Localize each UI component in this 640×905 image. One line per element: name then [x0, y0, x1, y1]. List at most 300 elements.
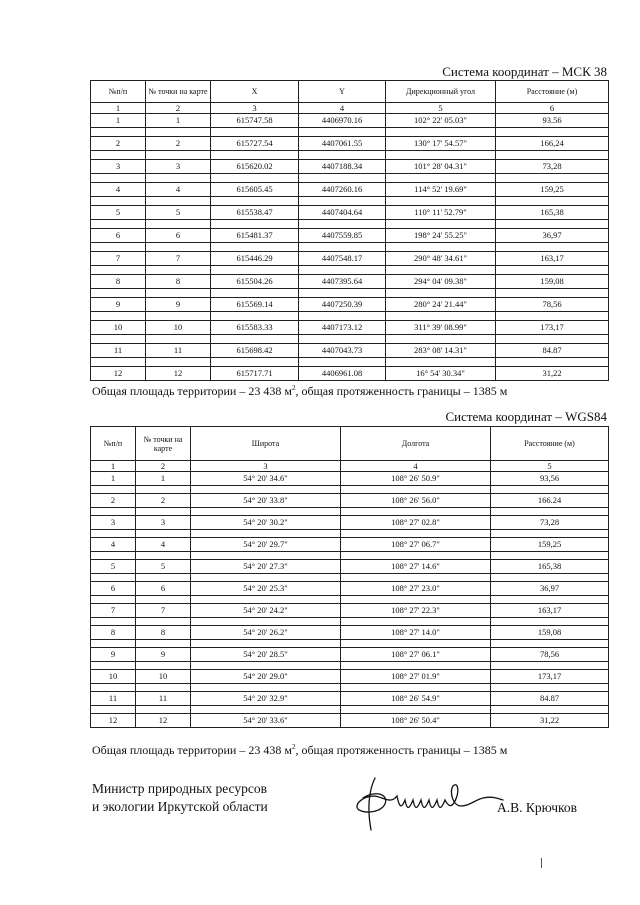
spacer-cell: [496, 220, 609, 229]
cell-x: 615583.33: [211, 321, 299, 335]
spacer-cell: [136, 640, 191, 648]
spacer-cell: [299, 151, 386, 160]
cell-dist: 159,25: [496, 183, 609, 197]
spacer-cell: [341, 508, 491, 516]
cell-y: 4407404.64: [299, 206, 386, 220]
spacer-cell: [299, 289, 386, 298]
table-row: [91, 137, 609, 151]
column-number: 3: [211, 103, 299, 114]
table-row: [91, 648, 609, 662]
cell-angle: 311° 39' 08.99": [386, 321, 496, 335]
cell-n: 12: [91, 367, 146, 381]
spacer-cell: [496, 128, 609, 137]
spacer-cell: [91, 358, 146, 367]
column-number: 5: [491, 461, 609, 472]
cell-pt: 1: [146, 114, 211, 128]
cell-dist: 165,38: [491, 560, 609, 574]
cell-angle: 130° 17' 54.57": [386, 137, 496, 151]
spacer-row: [91, 220, 609, 229]
cell-lon: 108° 27' 14.0": [341, 626, 491, 640]
header-x: X: [211, 81, 299, 103]
cell-n: 7: [91, 604, 136, 618]
cell-angle: 101° 28' 04.31": [386, 160, 496, 174]
table-row: [91, 670, 609, 684]
cell-angle: 290° 48' 34.61": [386, 252, 496, 266]
spacer-row: [91, 508, 609, 516]
spacer-row: [91, 684, 609, 692]
cell-lon: 108° 27' 02.8": [341, 516, 491, 530]
cell-pt: 7: [136, 604, 191, 618]
spacer-row: [91, 289, 609, 298]
cell-x: 615569.14: [211, 298, 299, 312]
cell-dist: 166.24: [491, 494, 609, 508]
cell-lat: 54° 20' 29.7": [191, 538, 341, 552]
spacer-cell: [386, 128, 496, 137]
cell-pt: 4: [136, 538, 191, 552]
cell-n: 7: [91, 252, 146, 266]
cell-y: 4407188.34: [299, 160, 386, 174]
cell-dist: 36,97: [491, 582, 609, 596]
spacer-cell: [299, 358, 386, 367]
spacer-cell: [136, 662, 191, 670]
cell-n: 4: [91, 538, 136, 552]
cell-y: 4406961.08: [299, 367, 386, 381]
cell-x: 615481.37: [211, 229, 299, 243]
spacer-row: [91, 640, 609, 648]
spacer-cell: [491, 618, 609, 626]
cell-angle: 283° 08' 14.31": [386, 344, 496, 358]
cell-n: 9: [91, 648, 136, 662]
cell-lon: 108° 27' 01.9": [341, 670, 491, 684]
cell-lat: 54° 20' 28.5": [191, 648, 341, 662]
cell-x: 615717.71: [211, 367, 299, 381]
cell-lat: 54° 20' 24.2": [191, 604, 341, 618]
spacer-cell: [91, 618, 136, 626]
spacer-cell: [146, 174, 211, 183]
table-row: [91, 183, 609, 197]
spacer-cell: [496, 335, 609, 344]
spacer-row: [91, 243, 609, 252]
spacer-cell: [191, 508, 341, 516]
cell-lat: 54° 20' 34.6": [191, 472, 341, 486]
header-row-number: №п/п: [91, 427, 136, 461]
cell-n: 3: [91, 516, 136, 530]
table-row: [91, 582, 609, 596]
spacer-cell: [496, 289, 609, 298]
spacer-cell: [146, 266, 211, 275]
cell-pt: 6: [146, 229, 211, 243]
spacer-cell: [211, 128, 299, 137]
header-distance: Расстояние (м): [491, 427, 609, 461]
spacer-cell: [386, 358, 496, 367]
spacer-cell: [146, 128, 211, 137]
spacer-cell: [191, 706, 341, 714]
spacer-cell: [341, 618, 491, 626]
spacer-cell: [341, 552, 491, 560]
cell-pt: 9: [136, 648, 191, 662]
cell-n: 4: [91, 183, 146, 197]
spacer-cell: [211, 289, 299, 298]
cell-n: 11: [91, 344, 146, 358]
cell-n: 6: [91, 582, 136, 596]
cell-y: 4407250.39: [299, 298, 386, 312]
cell-n: 6: [91, 229, 146, 243]
table-row: [91, 114, 609, 128]
spacer-cell: [146, 335, 211, 344]
cell-pt: 10: [146, 321, 211, 335]
table-row: [91, 604, 609, 618]
cell-n: 5: [91, 206, 146, 220]
spacer-cell: [211, 312, 299, 321]
cell-dist: 93.56: [496, 114, 609, 128]
cell-angle: 280° 24' 21.44": [386, 298, 496, 312]
spacer-cell: [386, 197, 496, 206]
cell-dist: 73,28: [496, 160, 609, 174]
spacer-cell: [136, 706, 191, 714]
cell-lon: 108° 26' 50.4": [341, 714, 491, 728]
column-number: 4: [341, 461, 491, 472]
spacer-cell: [386, 151, 496, 160]
cell-n: 2: [91, 494, 136, 508]
spacer-row: [91, 662, 609, 670]
table-row: [91, 626, 609, 640]
cell-dist: 36,97: [496, 229, 609, 243]
spacer-cell: [211, 358, 299, 367]
cell-lat: 54° 20' 25.3": [191, 582, 341, 596]
cell-pt: 8: [136, 626, 191, 640]
spacer-cell: [299, 174, 386, 183]
cell-y: 4407173.12: [299, 321, 386, 335]
table-row: [91, 298, 609, 312]
cell-pt: 6: [136, 582, 191, 596]
table-row: [91, 494, 609, 508]
cell-angle: 294° 04' 09.38": [386, 275, 496, 289]
spacer-cell: [211, 220, 299, 229]
spacer-cell: [386, 289, 496, 298]
spacer-cell: [299, 335, 386, 344]
cell-pt: 5: [146, 206, 211, 220]
spacer-cell: [91, 530, 136, 538]
spacer-cell: [191, 552, 341, 560]
spacer-cell: [91, 128, 146, 137]
header-longitude: Долгота: [341, 427, 491, 461]
spacer-cell: [91, 220, 146, 229]
cell-pt: 3: [136, 516, 191, 530]
spacer-cell: [91, 197, 146, 206]
cell-lat: 54° 20' 33.8": [191, 494, 341, 508]
column-number: 5: [386, 103, 496, 114]
spacer-cell: [341, 640, 491, 648]
spacer-cell: [491, 684, 609, 692]
cell-n: 2: [91, 137, 146, 151]
cell-pt: 4: [146, 183, 211, 197]
table-row: [91, 367, 609, 381]
cell-pt: 2: [146, 137, 211, 151]
cell-pt: 8: [146, 275, 211, 289]
cell-pt: 3: [146, 160, 211, 174]
spacer-row: [91, 574, 609, 582]
spacer-row: [91, 128, 609, 137]
table-row: [91, 275, 609, 289]
spacer-cell: [211, 151, 299, 160]
spacer-cell: [341, 684, 491, 692]
cell-y: 4406970.16: [299, 114, 386, 128]
cell-n: 12: [91, 714, 136, 728]
msk38-table: [90, 80, 609, 381]
wgs84-table: [90, 426, 609, 728]
spacer-cell: [491, 530, 609, 538]
cell-pt: 10: [136, 670, 191, 684]
spacer-cell: [91, 335, 146, 344]
table-row: [91, 472, 609, 486]
spacer-row: [91, 552, 609, 560]
spacer-cell: [136, 508, 191, 516]
spacer-cell: [136, 684, 191, 692]
spacer-row: [91, 151, 609, 160]
spacer-cell: [146, 312, 211, 321]
spacer-cell: [496, 197, 609, 206]
cell-lat: 54° 20' 27.3": [191, 560, 341, 574]
cell-n: 8: [91, 626, 136, 640]
spacer-cell: [386, 335, 496, 344]
cell-angle: 198° 24' 55.25": [386, 229, 496, 243]
cell-pt: 12: [136, 714, 191, 728]
cell-lon: 108° 27' 23.0": [341, 582, 491, 596]
spacer-cell: [386, 174, 496, 183]
cell-angle: 110° 11' 52.79": [386, 206, 496, 220]
spacer-row: [91, 312, 609, 321]
spacer-cell: [191, 530, 341, 538]
spacer-cell: [136, 596, 191, 604]
cell-x: 615620.02: [211, 160, 299, 174]
cell-n: 8: [91, 275, 146, 289]
spacer-cell: [341, 574, 491, 582]
cell-dist: 73,28: [491, 516, 609, 530]
spacer-row: [91, 335, 609, 344]
margin-mark: [541, 858, 542, 868]
table-row: [91, 538, 609, 552]
cell-pt: 11: [146, 344, 211, 358]
header-row-number: №п/п: [91, 81, 146, 103]
spacer-cell: [91, 151, 146, 160]
cell-x: 615446.29: [211, 252, 299, 266]
cell-angle: 16° 54' 30.34": [386, 367, 496, 381]
spacer-row: [91, 358, 609, 367]
spacer-cell: [91, 640, 136, 648]
cell-y: 4407061.55: [299, 137, 386, 151]
spacer-cell: [146, 220, 211, 229]
spacer-row: [91, 174, 609, 183]
spacer-cell: [386, 243, 496, 252]
cell-pt: 1: [136, 472, 191, 486]
cell-lon: 108° 27' 06.1": [341, 648, 491, 662]
cell-y: 4407559.85: [299, 229, 386, 243]
msk38-system-title: Система координат – МСК 38: [442, 64, 607, 79]
spacer-cell: [146, 358, 211, 367]
cell-lon: 108° 27' 06.7": [341, 538, 491, 552]
handwritten-signature: [345, 770, 505, 840]
spacer-cell: [91, 266, 146, 275]
cell-lat: 54° 20' 30.2": [191, 516, 341, 530]
header-y: Y: [299, 81, 386, 103]
cell-lat: 54° 20' 32.9": [191, 692, 341, 706]
cell-dist: 31,22: [491, 714, 609, 728]
column-number: 3: [191, 461, 341, 472]
position-line-2: и экологии Иркутской области: [92, 799, 268, 814]
spacer-cell: [211, 266, 299, 275]
spacer-cell: [191, 618, 341, 626]
cell-angle: 114° 52' 19.69": [386, 183, 496, 197]
cell-pt: 7: [146, 252, 211, 266]
cell-dist: 159,08: [496, 275, 609, 289]
cell-pt: 9: [146, 298, 211, 312]
cell-x: 615605.45: [211, 183, 299, 197]
spacer-row: [91, 266, 609, 275]
table-row: [91, 321, 609, 335]
cell-y: 4407043.73: [299, 344, 386, 358]
spacer-cell: [491, 596, 609, 604]
spacer-row: [91, 706, 609, 714]
wgs84-summary: Общая площадь территории – 23 438 $м^2$, общая протяженность границы – 1385 м: [92, 743, 508, 757]
column-number: 2: [146, 103, 211, 114]
cell-lon: 108° 26' 54.9": [341, 692, 491, 706]
signatory-name: А.В. Крючков: [497, 800, 577, 815]
header-point-number: № точки на карте: [136, 427, 191, 461]
table-row: [91, 714, 609, 728]
spacer-cell: [146, 197, 211, 206]
spacer-cell: [146, 243, 211, 252]
spacer-cell: [211, 243, 299, 252]
spacer-cell: [299, 128, 386, 137]
table-row: [91, 229, 609, 243]
spacer-cell: [299, 220, 386, 229]
cell-pt: 5: [136, 560, 191, 574]
spacer-cell: [146, 289, 211, 298]
spacer-cell: [491, 552, 609, 560]
cell-n: 9: [91, 298, 146, 312]
cell-n: 10: [91, 670, 136, 684]
cell-n: 10: [91, 321, 146, 335]
spacer-cell: [496, 151, 609, 160]
spacer-cell: [136, 530, 191, 538]
spacer-cell: [496, 243, 609, 252]
cell-dist: 84.87: [496, 344, 609, 358]
spacer-cell: [91, 552, 136, 560]
spacer-cell: [146, 151, 211, 160]
spacer-cell: [191, 684, 341, 692]
table-row: [91, 692, 609, 706]
header-latitude: Широта: [191, 427, 341, 461]
cell-angle: 102° 22' 05.03": [386, 114, 496, 128]
cell-dist: 84.87: [491, 692, 609, 706]
cell-lon: 108° 27' 22.3": [341, 604, 491, 618]
column-number: 1: [91, 461, 136, 472]
spacer-cell: [91, 486, 136, 494]
spacer-cell: [211, 335, 299, 344]
spacer-cell: [491, 574, 609, 582]
header-direction-angle: Дирекционный угол: [386, 81, 496, 103]
cell-x: 615698.42: [211, 344, 299, 358]
spacer-cell: [491, 662, 609, 670]
spacer-cell: [496, 266, 609, 275]
spacer-row: [91, 197, 609, 206]
cell-dist: 163,17: [491, 604, 609, 618]
spacer-row: [91, 618, 609, 626]
column-number: 6: [496, 103, 609, 114]
cell-dist: 31,22: [496, 367, 609, 381]
cell-lon: 108° 26' 56.0": [341, 494, 491, 508]
msk38-summary: Общая площадь территории – 23 438 $м^2$, общая протяженность границы – 1385 м: [92, 384, 508, 398]
spacer-cell: [91, 574, 136, 582]
cell-lat: 54° 20' 26.2": [191, 626, 341, 640]
spacer-cell: [211, 197, 299, 206]
cell-dist: 159,25: [491, 538, 609, 552]
cell-x: 615747.58: [211, 114, 299, 128]
spacer-cell: [136, 486, 191, 494]
spacer-cell: [341, 596, 491, 604]
spacer-cell: [491, 640, 609, 648]
spacer-cell: [191, 640, 341, 648]
spacer-cell: [91, 706, 136, 714]
cell-n: 11: [91, 692, 136, 706]
spacer-cell: [191, 662, 341, 670]
spacer-cell: [136, 552, 191, 560]
cell-dist: 163,17: [496, 252, 609, 266]
cell-y: 4407548.17: [299, 252, 386, 266]
spacer-cell: [191, 486, 341, 494]
signatory-position: [92, 780, 268, 816]
spacer-row: [91, 596, 609, 604]
cell-dist: 173,17: [491, 670, 609, 684]
spacer-cell: [341, 530, 491, 538]
position-line-1: Министр природных ресурсов: [92, 781, 267, 796]
cell-x: 615727.54: [211, 137, 299, 151]
spacer-cell: [91, 662, 136, 670]
spacer-cell: [91, 312, 146, 321]
spacer-row: [91, 530, 609, 538]
cell-y: 4407260.16: [299, 183, 386, 197]
spacer-cell: [496, 312, 609, 321]
spacer-cell: [91, 508, 136, 516]
spacer-cell: [299, 266, 386, 275]
wgs84-system-title: Система координат – WGS84: [445, 409, 607, 424]
spacer-cell: [91, 289, 146, 298]
column-number: 2: [136, 461, 191, 472]
spacer-cell: [496, 174, 609, 183]
cell-dist: 78,56: [496, 298, 609, 312]
spacer-cell: [491, 486, 609, 494]
cell-y: 4407395.64: [299, 275, 386, 289]
cell-dist: 159,08: [491, 626, 609, 640]
cell-lon: 108° 26' 50.9": [341, 472, 491, 486]
cell-dist: 78,56: [491, 648, 609, 662]
cell-pt: 11: [136, 692, 191, 706]
table-row: [91, 516, 609, 530]
header-point-number: № точки на карте: [146, 81, 211, 103]
spacer-cell: [211, 174, 299, 183]
spacer-cell: [299, 243, 386, 252]
spacer-cell: [91, 174, 146, 183]
cell-dist: 165,38: [496, 206, 609, 220]
spacer-cell: [91, 596, 136, 604]
table-row: [91, 252, 609, 266]
spacer-cell: [341, 662, 491, 670]
table-row: [91, 160, 609, 174]
cell-dist: 173,17: [496, 321, 609, 335]
spacer-cell: [496, 358, 609, 367]
cell-pt: 12: [146, 367, 211, 381]
cell-n: 3: [91, 160, 146, 174]
